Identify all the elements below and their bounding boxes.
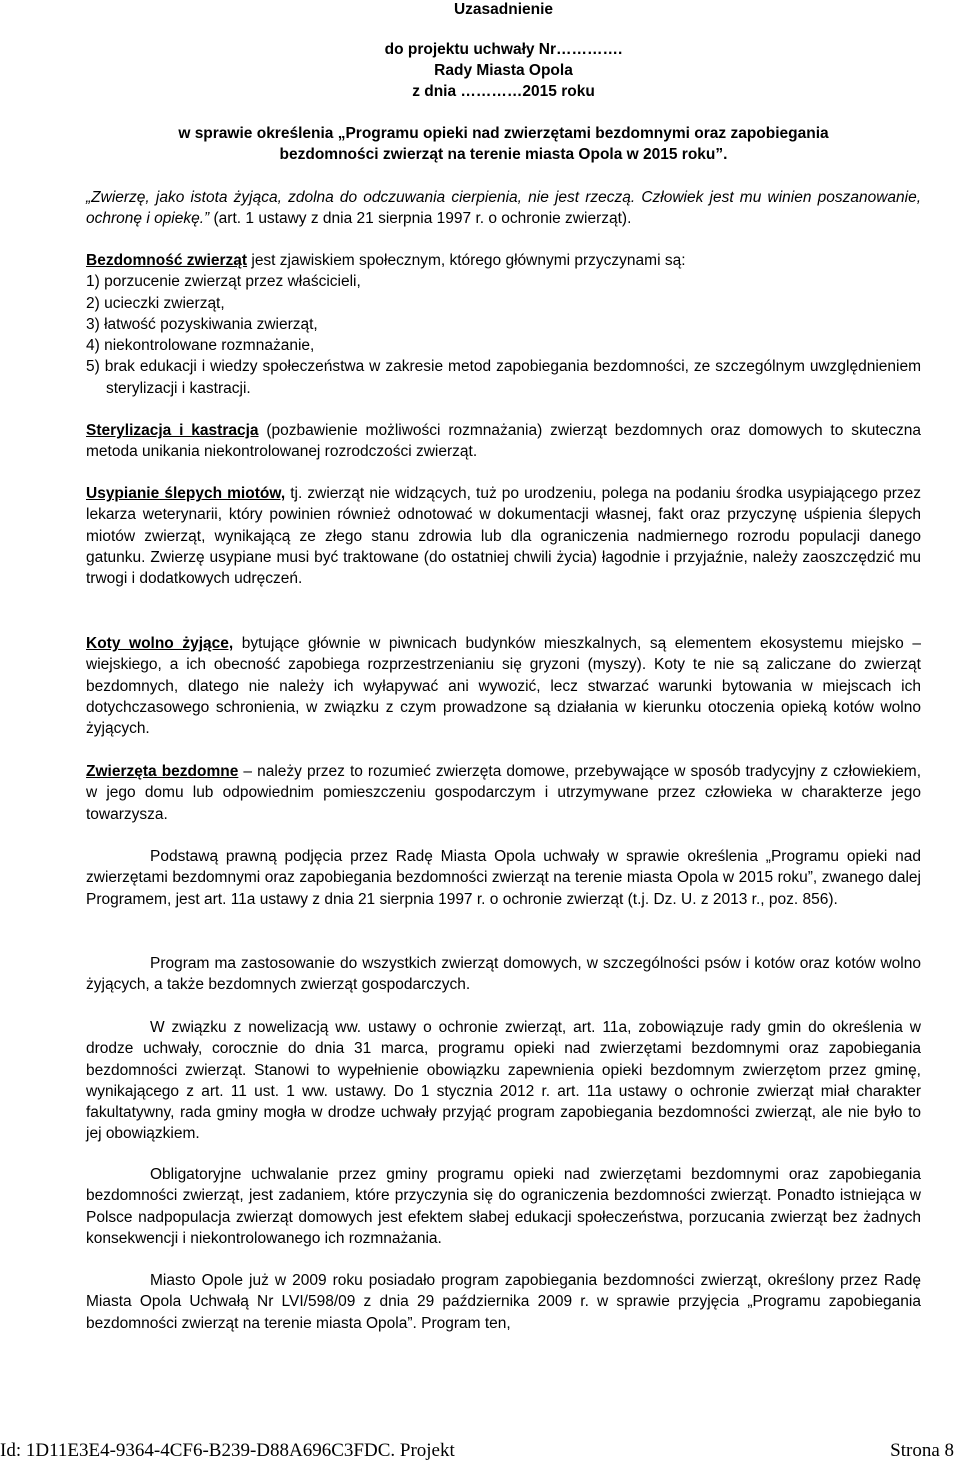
- page-footer: [0, 1440, 960, 1464]
- page-number: Strona 8: [890, 1440, 954, 1461]
- obligatoryjne-paragraph: Obligatoryjne uchwalanie przez gminy programu opieki nad zwierzętami bezdomnymi oraz zapobiegania bezdomności zwierząt, jest zadaniem, które przyczynia się do ograniczenia bezdomności zwierząt. Ponadto istniejąca w Polsce nadpopulacja zwierząt domowych jest efektem słabej edukacji społeczeństwa, porzucania zwierząt bez żadnych konsekwencji i niekontrolowanego ich rozmnażania.: [86, 1166, 921, 1247]
- quote-source: (art. 1 ustawy z dnia 21 sierpnia 1997 r. o ochronie zwierząt).: [209, 210, 632, 228]
- bezdomnosc-term: Bezdomność zwierząt: [86, 252, 248, 269]
- header-line-3: z dnia …………2015 roku: [412, 83, 595, 100]
- koty-text: bytujące głównie w piwnicach budynków mieszkalnych, są elementem ekosystemu miejsko – wiejskiego, a ich obecność zapobiega rozprzestrzenianiu się gryzoni (myszy). Koty te nie są zaliczane do zwierząt bezdomnych, dlatego nie należy ich wyłapywać ani wywozić, lecz stwarzać warunki bytowania w miejscach ich dotychczasowego schronienia, w związku z czym prowadzone są działania w kierunku otoczenia opieką kotów wolno żyjących.: [86, 635, 921, 738]
- sterylizacja-text: (pozbawienie możliwości rozmnażania) zwierząt bezdomnych oraz domowych to skuteczna metoda unikania niekontrolowanej rozrodczości zwierząt.: [86, 422, 921, 461]
- list-item: 2) ucieczki zwierząt,: [86, 294, 225, 312]
- koty-paragraph: [86, 633, 921, 739]
- list-item: 3) łatwość pozyskiwania zwierząt,: [86, 315, 318, 333]
- koty-term: Koty wolno żyjące,: [86, 635, 234, 652]
- sterylizacja-paragraph: [86, 420, 921, 463]
- subject-line-2: bezdomności zwierząt na terenie miasta Opola w 2015 roku”.: [279, 146, 728, 163]
- podstawa-paragraph: Podstawą prawną podjęcia przez Radę Miasta Opola uchwały w sprawie określenia „Programu opieki nad zwierzętami bezdomnymi oraz zapobiegania bezdomności zwierząt na terenie miasta Opola w 2015 roku”, zwanego dalej Programem, jest art. 11a ustawy z dnia 21 sierpnia 1997 r. o ochronie zwierząt (t.j. Dz. U. z 2013 r., poz. 856).: [86, 848, 921, 908]
- zwierzeta-text: – należy przez to rozumieć zwierzęta domowe, przebywające w sposób tradycyjny z człowiekiem, w jego domu lub odpowiednim pomieszczeniu gospodarczym i utrzymywane przez człowieka w charakterze jego towarzysza.: [86, 763, 922, 823]
- miasto-paragraph: Miasto Opole już w 2009 roku posiadało program zapobiegania bezdomności zwierząt, określony przez Radę Miasta Opola Uchwałą Nr LVI/598/09 z dnia 29 października 2009 r. w sprawie przyjęcia „Programu zapobiegania bezdomności zwierząt na terenie miasta Opola”. Program ten,: [86, 1272, 921, 1332]
- quote-text: „Zwierzę, jako istota żyjąca, zdolna do odczuwania cierpienia, nie jest rzeczą. Człowiek jest mu winien poszanowanie, ochronę i opiekę.”: [86, 189, 921, 228]
- header-line-1: do projektu uchwały Nr………….: [384, 41, 623, 58]
- subject-line-1: w sprawie określenia „Programu opieki nad zwierzętami bezdomnymi oraz zapobiegania: [178, 125, 829, 142]
- zwierzeta-term: Zwierzęta bezdomne: [86, 763, 239, 780]
- quote-paragraph: [86, 187, 921, 230]
- list-item: 1) porzucenie zwierząt przez właścicieli,: [86, 273, 361, 291]
- list-item: 4) niekontrolowane rozmnażanie,: [86, 337, 315, 355]
- bezdomnosc-intro: jest zjawiskiem społecznym, którego głównymi przyczynami są:: [247, 252, 686, 269]
- usypianie-term: Usypianie ślepych miotów,: [86, 485, 286, 502]
- sterylizacja-term: Sterylizacja i kastracja: [86, 422, 259, 439]
- header-line-2: Rady Miasta Opola: [434, 62, 573, 79]
- usypianie-paragraph: [86, 483, 921, 589]
- bezdomnosc-paragraph: [86, 250, 921, 399]
- list-item: 5) brak edukacji i wiedzy społeczeństwa w zakresie metod zapobiegania bezdomności, ze szczególnym uwzględnieniem sterylizacji i kastracji.: [86, 358, 921, 397]
- zwierzeta-paragraph: [86, 761, 921, 825]
- document-id: Id: 1D11E3E4-9364-4CF6-B239-D88A696C3FDC. Projekt: [0, 1440, 455, 1461]
- program-paragraph: Program ma zastosowanie do wszystkich zwierząt domowych, w szczególności psów i kotów oraz kotów wolno żyjących, a także bezdomnych zwierząt gospodarczych.: [86, 955, 921, 994]
- document-title: Uzasadnienie: [453, 1, 554, 18]
- usypianie-text: tj. zwierząt nie widzących, tuż po urodzeniu, polega na podaniu środka usypiającego przez lekarza weterynarii, który powinien również odnotować w dokumentacji własnej, fakt oraz przyczynę uśpienia ślepych miotów zwierząt, wynikającą ze złego stanu zdrowia lub dla ograniczenia nadmiernego rozrodu populacji danego gatunku. Zwierzę usypiane musi być traktowane (do ostatniej chwili życia) łagodnie i przyjaźnie, należy zaoszczędzić mu trwogi i dodatkowych udręczeń.: [86, 485, 921, 588]
- causes-list: [86, 271, 921, 399]
- nowelizacja-paragraph: W związku z nowelizacją ww. ustawy o ochronie zwierząt, art. 11a, zobowiązuje rady gmin do określenia w drodze uchwały, corocznie do dnia 31 marca, programu opieki nad zwierzętami bezdomnymi oraz zapobiegania bezdomności zwierząt. Stanowi to wypełnienie obowiązku zapewnienia opieki bezdomnym zwierzętom przez gminę, wynikającego z art. 11 ust. 1 ww. ustawy. Do 1 stycznia 2012 r. art. 11a ustawy o ochronie zwierząt miał charakter fakultatywny, rada gminy mogła w drodze uchwały przyjąć program zapobiegania bezdomności zwierząt, ale nie było to jej obowiązkiem.: [86, 1019, 921, 1143]
